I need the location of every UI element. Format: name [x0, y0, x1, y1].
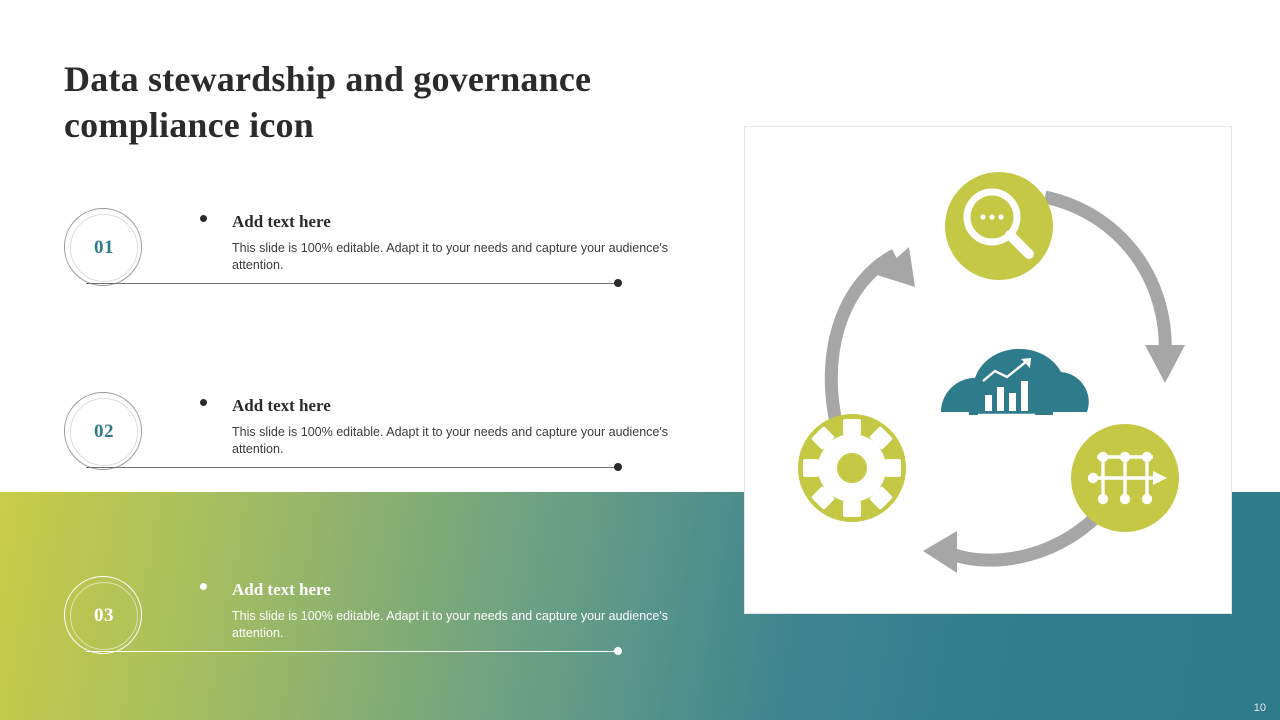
data-governance-cycle-diagram: [745, 127, 1231, 613]
bullet-dot-icon: [200, 583, 207, 590]
bullet-dot-icon: [200, 215, 207, 222]
step-circle-outer: [64, 208, 142, 286]
step-body-text: This slide is 100% editable. Adapt it to your needs and capture your audience's attention.: [232, 425, 668, 456]
magnifier-node: [945, 172, 1053, 280]
step-body-text: This slide is 100% editable. Adapt it to your needs and capture your audience's attention.: [232, 609, 668, 640]
step-circle-inner: [70, 214, 138, 282]
step-divider-end-dot-icon: [614, 463, 622, 471]
step-heading: Add text here: [232, 580, 331, 599]
diagram-card: [744, 126, 1232, 614]
arrow-up-curve: [831, 255, 895, 427]
band-right-edge: [1232, 492, 1280, 720]
step-number: 03: [94, 605, 114, 626]
step-body-text: This slide is 100% editable. Adapt it to your needs and capture your audience's attention.: [232, 241, 668, 272]
list-item: [64, 568, 668, 660]
step-divider: [86, 651, 618, 652]
step-circle-inner: [70, 398, 138, 466]
step-circle-outer: [64, 392, 142, 470]
step-divider-end-dot-icon: [614, 647, 622, 655]
step-number: 02: [94, 421, 114, 442]
arrow-right-head-icon: [1145, 345, 1185, 383]
page-number: 10: [1253, 702, 1266, 714]
step-circle-outer: [64, 576, 142, 654]
step-divider-end-dot-icon: [614, 279, 622, 287]
step-divider: [86, 283, 618, 284]
bullet-dot-icon: [200, 399, 207, 406]
gear-node: [798, 414, 906, 522]
step-circle-inner: [70, 582, 138, 650]
list-item: [64, 384, 668, 476]
cloud-analytics-node: [941, 349, 1089, 415]
list-item: [64, 200, 668, 292]
step-heading: Add text here: [232, 396, 331, 415]
step-number: 01: [94, 237, 114, 258]
step-divider: [86, 467, 618, 468]
arrow-left-head-icon: [923, 531, 957, 573]
arrow-right-curve: [1045, 197, 1165, 355]
arrow-left-curve: [949, 507, 1105, 560]
step-heading: Add text here: [232, 212, 331, 231]
network-nodes-node: [1071, 424, 1179, 532]
page-title: Data stewardship and governance compliance icon: [64, 59, 592, 145]
